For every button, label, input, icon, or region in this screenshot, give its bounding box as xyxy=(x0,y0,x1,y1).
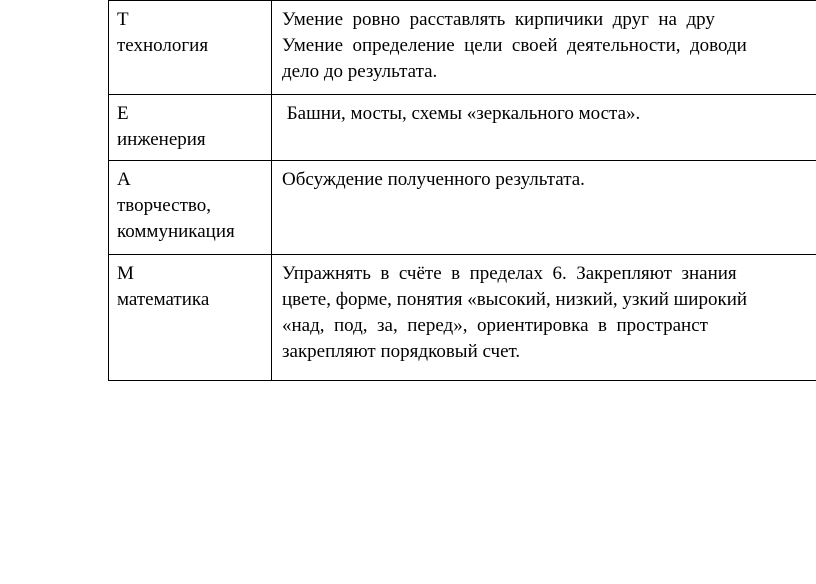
table-row-engineering xyxy=(109,95,816,161)
description-line: закрепляют порядковый счет. xyxy=(282,341,521,362)
letter-cell xyxy=(109,255,272,381)
letter-cell xyxy=(109,95,272,161)
steam-table xyxy=(108,0,816,381)
steam-table-container xyxy=(108,0,816,380)
steam-word: коммуникация xyxy=(117,221,235,242)
description-cell xyxy=(272,95,816,161)
steam-word: инженерия xyxy=(117,129,206,150)
steam-word: математика xyxy=(117,289,210,310)
steam-word: творчество, xyxy=(117,195,211,216)
description-cell xyxy=(272,161,816,255)
description-line: дело до результата. xyxy=(282,61,438,82)
description-cell xyxy=(272,1,816,95)
steam-letter: A xyxy=(117,169,131,190)
steam-letter: M xyxy=(117,263,134,284)
description-line: Обсуждение полученного результата. xyxy=(282,169,585,190)
description-line: Умение определение цели своей деятельности, доводи xyxy=(282,35,747,56)
description-cell xyxy=(272,255,816,381)
description-line: Упражнять в счёте в пределах 6. Закрепляют знания xyxy=(282,263,737,284)
table-row-technology xyxy=(109,1,816,95)
description-line: «над, под, за, перед», ориентировка в пространст xyxy=(282,315,708,336)
steam-letter: E xyxy=(117,103,129,124)
letter-cell xyxy=(109,161,272,255)
description-line: Умение ровно расставлять кирпичики друг на дру xyxy=(282,9,715,30)
steam-word: технология xyxy=(117,35,209,56)
letter-cell xyxy=(109,1,272,95)
table-row-art xyxy=(109,161,816,255)
table-row-math xyxy=(109,255,816,381)
description-line: Башни, мосты, схемы «зеркального моста». xyxy=(282,103,641,124)
steam-letter: T xyxy=(117,9,129,30)
description-line: цвете, форме, понятия «высокий, низкий, узкий широкий xyxy=(282,289,748,310)
